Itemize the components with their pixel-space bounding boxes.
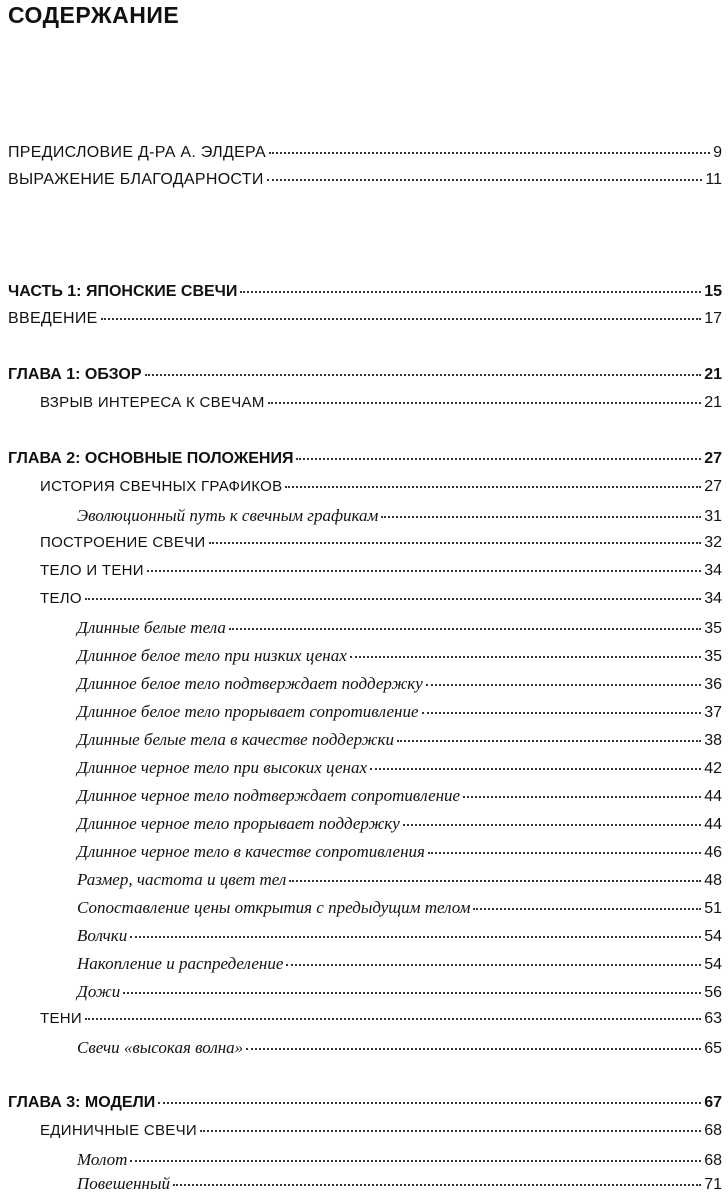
toc-page-number: 68 <box>704 1122 722 1139</box>
toc-entry-label: Сопоставление цены открытия с предыдущим телом <box>77 898 471 917</box>
toc-entry-label: Повешенный <box>77 1174 170 1193</box>
dot-leader <box>428 852 701 854</box>
toc-entry[interactable] <box>40 590 728 616</box>
toc-entry-label: ТЕНИ <box>40 1010 82 1027</box>
toc-page-number: 34 <box>704 590 722 607</box>
toc-page-number: 46 <box>704 844 722 861</box>
dot-leader <box>200 1130 701 1132</box>
toc-page-number: 68 <box>704 1152 722 1169</box>
toc-entry[interactable] <box>8 450 728 476</box>
dot-leader <box>463 796 701 798</box>
toc-entry[interactable] <box>8 144 728 170</box>
page-title: СОДЕРЖАНИЕ <box>8 2 180 28</box>
toc-page-number: 21 <box>704 394 722 411</box>
toc-page-number: 54 <box>704 928 722 945</box>
toc-entry-label: Длинное белое тело прорывает сопротивление <box>77 702 419 721</box>
toc-page-number: 27 <box>704 478 722 495</box>
toc-entry[interactable] <box>77 926 728 952</box>
dot-leader <box>370 768 701 770</box>
dot-leader <box>130 1160 701 1162</box>
toc-entry[interactable] <box>77 1038 728 1064</box>
toc-entry[interactable] <box>40 1010 728 1036</box>
toc-page-number: 44 <box>704 816 722 833</box>
toc-entry[interactable] <box>77 618 728 644</box>
toc-entry-label: ПРЕДИСЛОВИЕ Д-РА А. ЭЛДЕРА <box>8 144 266 161</box>
dot-leader <box>268 402 702 404</box>
toc-entry-label: Длинное черное тело прорывает поддержку <box>77 814 400 833</box>
dot-leader <box>246 1048 701 1050</box>
toc-page-number: 37 <box>704 704 722 721</box>
toc-page-number: 31 <box>704 508 722 525</box>
toc-entry-label: Волчки <box>77 926 128 945</box>
toc-entry-label: ВВЕДЕНИЕ <box>8 310 98 327</box>
dot-leader <box>101 318 702 320</box>
toc-entry-label: Эволюционный путь к свечным графикам <box>77 506 379 525</box>
dot-leader <box>147 570 701 572</box>
toc-page-number: 65 <box>704 1040 722 1057</box>
toc-entry[interactable] <box>77 506 728 532</box>
toc-entry[interactable] <box>8 366 728 392</box>
dot-leader <box>397 740 701 742</box>
toc-entry-label: ГЛАВА 2: ОСНОВНЫЕ ПОЛОЖЕНИЯ <box>8 450 294 467</box>
toc-page-number: 35 <box>704 648 722 665</box>
toc-page-number: 48 <box>704 872 722 889</box>
toc-entry[interactable] <box>8 283 728 309</box>
toc-page-number: 32 <box>704 534 722 551</box>
toc-entry-label: ИСТОРИЯ СВЕЧНЫХ ГРАФИКОВ <box>40 478 283 495</box>
toc-entry-label: ЧАСТЬ 1: ЯПОНСКИЕ СВЕЧИ <box>8 283 238 300</box>
toc-entry-label: ГЛАВА 3: МОДЕЛИ <box>8 1094 156 1111</box>
toc-entry-label: Свечи «высокая волна» <box>77 1038 244 1057</box>
toc-entry[interactable] <box>40 1122 728 1148</box>
toc-entry[interactable] <box>77 1174 728 1200</box>
toc-entry-label: Длинное черное тело при высоких ценах <box>77 758 368 777</box>
dot-leader <box>173 1184 701 1186</box>
toc-page-number: 35 <box>704 620 722 637</box>
toc-entry[interactable] <box>77 870 728 896</box>
dot-leader <box>422 712 702 714</box>
toc-entry-label: ВЗРЫВ ИНТЕРЕСА К СВЕЧАМ <box>40 394 265 411</box>
toc-page-number: 17 <box>704 310 722 327</box>
toc-entry-label: ВЫРАЖЕНИЕ БЛАГОДАРНОСТИ <box>8 171 264 188</box>
dot-leader <box>267 179 703 181</box>
toc-entry-label: Длинное белое тело при низких ценах <box>77 646 347 665</box>
toc-entry[interactable] <box>77 730 728 756</box>
toc-entry[interactable] <box>77 898 728 924</box>
dot-leader <box>145 374 702 376</box>
dot-leader <box>240 291 701 293</box>
toc-entry-label: Накопление и распределение <box>77 954 284 973</box>
toc-page-number: 44 <box>704 788 722 805</box>
toc-entry[interactable] <box>77 758 728 784</box>
toc-entry-label: ТЕЛО И ТЕНИ <box>40 562 144 579</box>
dot-leader <box>123 992 701 994</box>
dot-leader <box>130 936 701 938</box>
dot-leader <box>381 516 701 518</box>
toc-entry[interactable] <box>77 674 728 700</box>
toc-entry[interactable] <box>77 814 728 840</box>
toc-entry-label: Длинное черное тело подтверждает сопротивление <box>77 786 461 805</box>
toc-entry-label: Длинное белое тело подтверждает поддержку <box>77 674 423 693</box>
toc-entry[interactable] <box>40 394 728 420</box>
toc-entry[interactable] <box>77 842 728 868</box>
toc-page-number: 15 <box>704 283 722 300</box>
toc-page-number: 54 <box>704 956 722 973</box>
dot-leader <box>473 908 701 910</box>
toc-page-number: 71 <box>704 1176 722 1193</box>
toc-entry[interactable] <box>40 478 728 504</box>
toc-page-number: 56 <box>704 984 722 1001</box>
dot-leader <box>286 964 701 966</box>
toc-entry-label: ТЕЛО <box>40 590 82 607</box>
toc-entry[interactable] <box>77 702 728 728</box>
toc-entry-label: Молот <box>77 1150 128 1169</box>
dot-leader <box>269 152 710 154</box>
dot-leader <box>296 458 701 460</box>
toc-entry[interactable] <box>77 954 728 980</box>
toc-page-number: 21 <box>704 366 722 383</box>
dot-leader <box>209 542 702 544</box>
toc-entry-label: ПОСТРОЕНИЕ СВЕЧИ <box>40 534 206 551</box>
toc-entry[interactable] <box>8 1094 728 1120</box>
toc-page-number: 11 <box>705 171 722 188</box>
dot-leader <box>426 684 701 686</box>
toc-page-number: 67 <box>704 1094 722 1111</box>
dot-leader <box>85 598 701 600</box>
toc-entry-label: Длинное черное тело в качестве сопротивления <box>77 842 425 861</box>
dot-leader <box>229 628 701 630</box>
toc-entry-label: Длинные белые тела <box>77 618 226 637</box>
toc-entry[interactable] <box>77 646 728 672</box>
toc-page-number: 27 <box>704 450 722 467</box>
dot-leader <box>85 1018 701 1020</box>
toc-page-number: 9 <box>713 144 722 161</box>
toc-entry[interactable] <box>77 982 728 1008</box>
toc-entry[interactable] <box>40 562 728 588</box>
dot-leader <box>285 486 701 488</box>
toc-page-number: 42 <box>704 760 722 777</box>
toc-entry-label: Длинные белые тела в качестве поддержки <box>77 730 394 749</box>
toc-entry[interactable] <box>40 534 728 560</box>
toc-entry-label: Дожи <box>77 982 121 1001</box>
dot-leader <box>289 880 701 882</box>
toc-page-number: 38 <box>704 732 722 749</box>
toc-entry[interactable] <box>77 786 728 812</box>
toc-entry[interactable] <box>77 1150 728 1176</box>
toc-entry[interactable] <box>8 171 728 197</box>
toc-entry[interactable] <box>8 310 728 336</box>
toc-page-number: 34 <box>704 562 722 579</box>
toc-page-number: 63 <box>704 1010 722 1027</box>
toc-entry-label: ГЛАВА 1: ОБЗОР <box>8 366 142 383</box>
dot-leader <box>158 1102 701 1104</box>
toc-page-number: 36 <box>704 676 722 693</box>
dot-leader <box>350 656 701 658</box>
toc-entry-label: ЕДИНИЧНЫЕ СВЕЧИ <box>40 1122 197 1139</box>
toc-page-number: 51 <box>704 900 722 917</box>
toc-entry-label: Размер, частота и цвет тел <box>77 870 287 889</box>
dot-leader <box>403 824 701 826</box>
